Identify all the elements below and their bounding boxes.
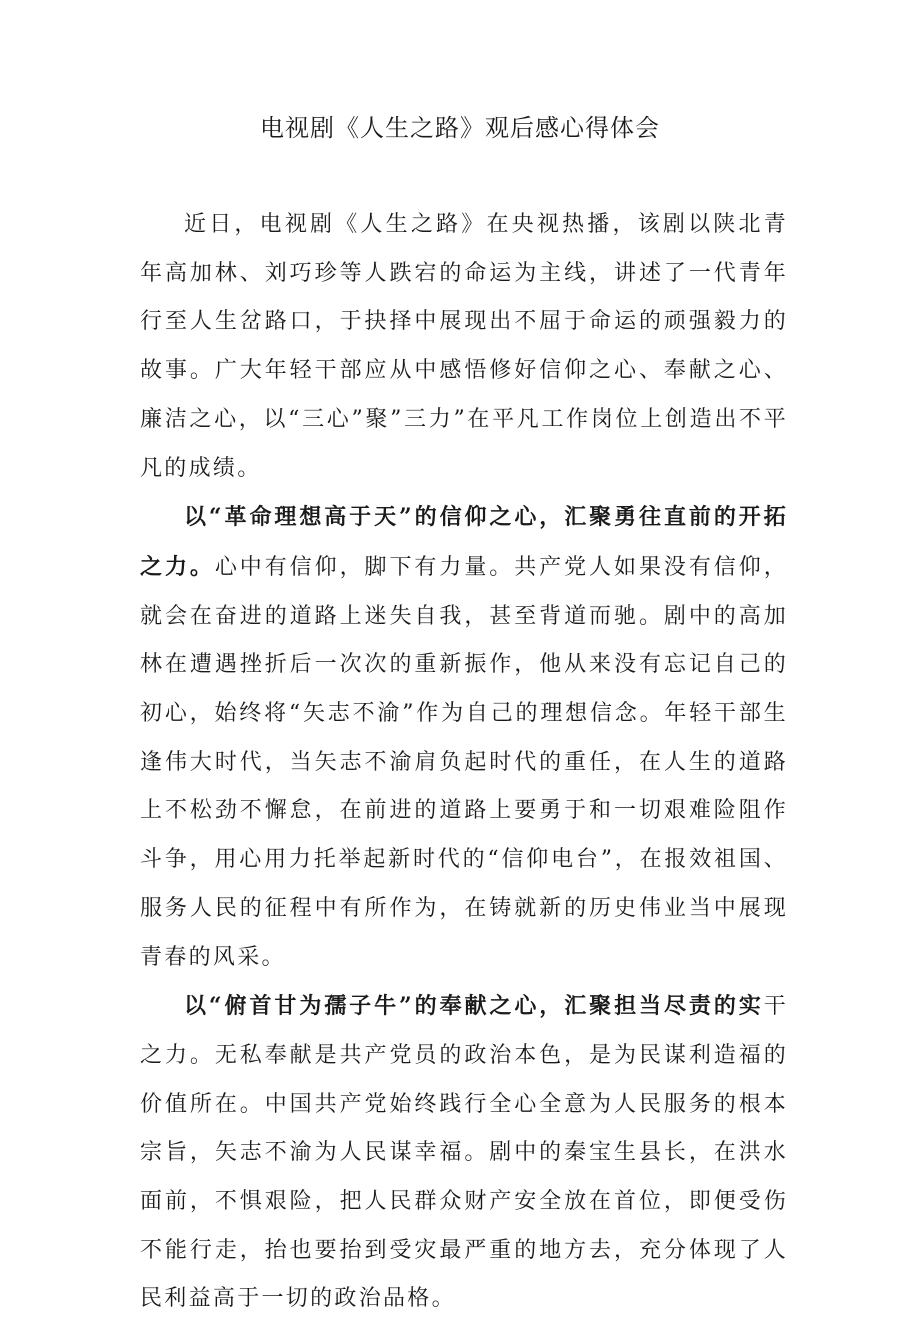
paragraph-intro (140, 200, 788, 493)
paragraph-text: 心中有信仰，脚下有力量。共产党人如果没有信仰，就会在奋进的道路上迷失自我，甚至背道而驰。剧中的高加林在遭遇挫折后一次次的重新振作，他从来没有忘记自己的初心，始终将“矢志不渝”作为自己的理想信念。年轻干部生逢伟大时代，当矢志不渝肩负起时代的重任，在人生的道路上不松劲不懈怠，在前进的道路上要勇于和一切艰难险阻作斗争，用心用力托举起新时代的“信仰电台”，在报效祖国、服务人民的征程中有所作为，在铸就新的历史伟业当中展现青春的风采。 (140, 554, 788, 970)
paragraph-text: 干之力。无私奉献是共产党员的政治本色，是为民谋利造福的价值所在。中国共产党始终践行全心全意为人民服务的根本宗旨，矢志不渝为人民谋幸福。剧中的秦宝生县长，在洪水面前，不惧艰险，把人民群众财产安全放在首位，即便受伤不能行走，抬也要抬到受灾最严重的地方去，充分体现了人民利益高于一切的政治品格。 (140, 994, 788, 1312)
paragraph-faith (140, 493, 788, 982)
document-title: 电视剧《人生之路》观后感心得体会 (260, 114, 660, 142)
paragraph-lead: 以“革命理想高于天”的信仰之心，汇聚勇往直前的开拓之力。 (140, 504, 788, 580)
document-body (140, 200, 788, 1324)
paragraph-dedication (140, 982, 788, 1324)
paragraph-lead: 以“俯首甘为孺子牛”的奉献之心，汇聚担当尽责的实 (184, 993, 764, 1020)
paragraph-text: 近日，电视剧《人生之路》在央视热播，该剧以陕北青年高加林、刘巧珍等人跌宕的命运为主线，讲述了一代青年行至人生岔路口，于抉择中展现出不屈于命运的顽强毅力的故事。广大年轻干部应从中感悟修好信仰之心、奉献之心、廉洁之心，以“三心”聚”三力”在平凡工作岗位上创造出不平凡的成绩。 (140, 212, 788, 481)
